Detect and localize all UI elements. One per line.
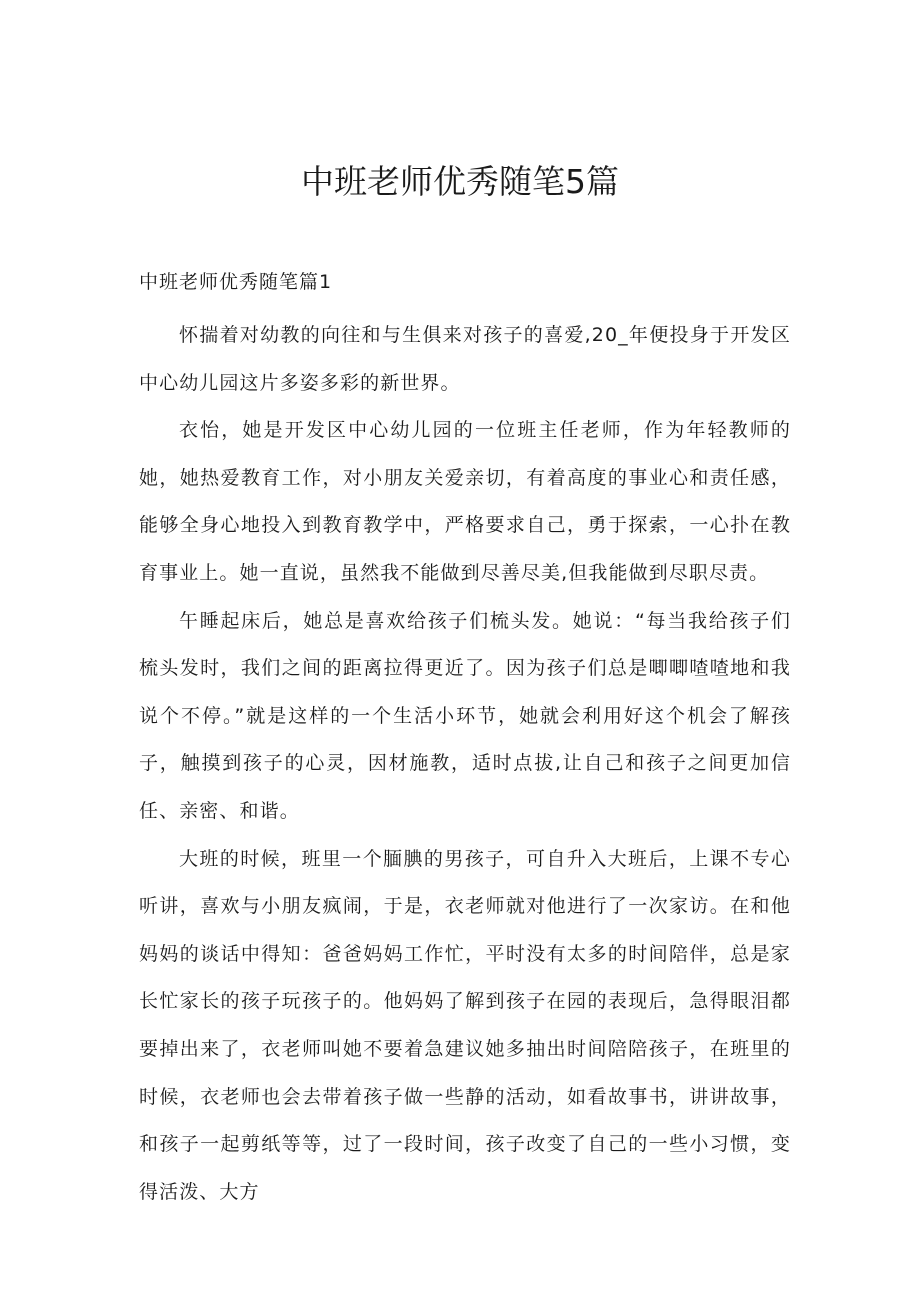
paragraph: 衣怡，她是开发区中心幼儿园的一位班主任老师，作为年轻教师的她，她热爱教育工作，对小朋友关爱亲切，有着高度的事业心和责任感，能够全身心地投入到教育教学中，严格要求自己，勇于探索，一心扑在教育事业上。她一直说，虽然我不能做到尽善尽美,但我能做到尽职尽责。 [139,419,791,584]
paragraph: 大班的时候，班里一个腼腆的男孩子，可自升入大班后，上课不专心听讲，喜欢与小朋友疯闹，于是，衣老师就对他进行了一次家访。在和他妈妈的谈话中得知：爸爸妈妈工作忙，平时没有太多的时间陪伴，总是家长忙家长的孩子玩孩子的。他妈妈了解到孩子在园的表现后，急得眼泪都要掉出来了，衣老师叫她不要着急建议她多抽出时间陪陪孩子，在班里的时候，衣老师也会去带着孩子做一些静的活动，如看故事书，讲讲故事，和孩子一起剪纸等等，过了一段时间，孩子改变了自己的一些小习惯，变得活泼、大方 [139,847,791,1203]
section-heading: 中班老师优秀随笔篇1 [139,271,333,293]
paragraph: 怀揣着对幼教的向往和与生俱来对孩子的喜爱,20_年便投身于开发区中心幼儿园这片多姿多彩的新世界。 [139,324,791,394]
document-body [139,312,791,1216]
document-title: 中班老师优秀随笔5篇 [301,162,619,201]
paragraph: 午睡起床后，她总是喜欢给孩子们梳头发。她说：“每当我给孩子们梳头发时，我们之间的距离拉得更近了。因为孩子们总是唧唧喳喳地和我说个不停。”就是这样的一个生活小环节，她就会利用好这个机会了解孩子，触摸到孩子的心灵，因材施教，适时点拔,让自己和孩子之间更加信任、亲密、和谐。 [139,609,791,822]
